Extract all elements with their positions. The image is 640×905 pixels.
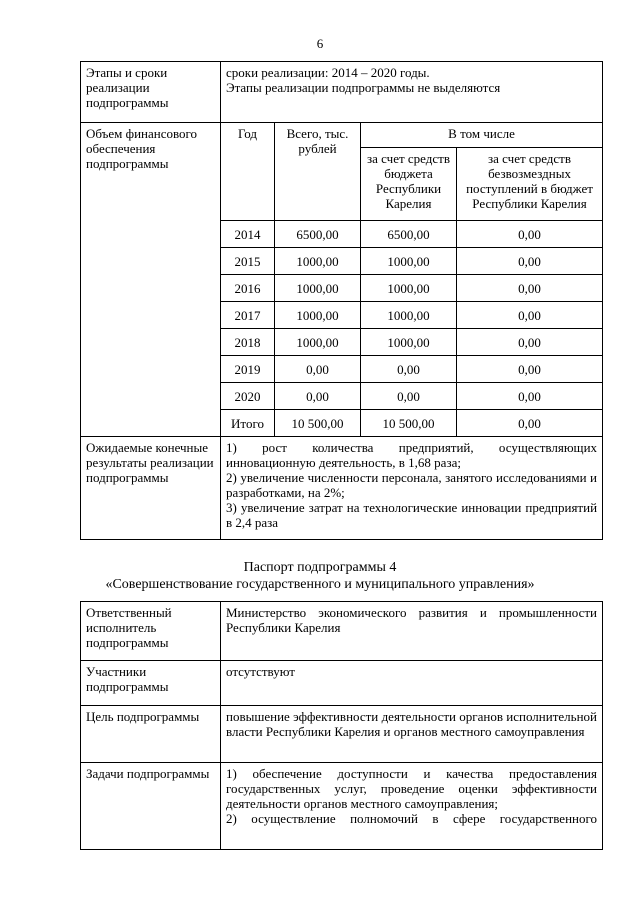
result-item: 1) рост количества предприятий, осуществляющих инновационную деятельность, в 1,68 раза; (226, 440, 598, 470)
total-cell: 1000,00 (275, 275, 361, 302)
budget-cell: 1000,00 (361, 329, 457, 356)
budget-cell: 10 500,00 (361, 410, 457, 437)
budget-cell: 0,00 (361, 356, 457, 383)
tasks-value (221, 763, 603, 850)
tasks-label: Задачи подпрограммы (81, 763, 221, 850)
stages-value (221, 62, 603, 123)
task-item: 2) осуществление полномочий в сфере государственного (226, 811, 597, 826)
stages-line-1: сроки реализации: 2014 – 2020 годы. (226, 65, 430, 80)
year-cell: 2017 (221, 302, 275, 329)
total-cell: 1000,00 (275, 329, 361, 356)
page-number: 6 (316, 36, 324, 51)
results-label: Ожидаемые конечные результаты реализации подпрограммы (81, 437, 221, 540)
task-item: 1) обеспечение доступности и качества предоставления государственных услуг, проведение оценки эффективности деятельности органов местного самоуправления; (226, 766, 597, 811)
passport-table-4 (80, 601, 603, 850)
col-budget-header: за счет средств бюджета Республики Карелия (361, 148, 457, 221)
section-title: Паспорт подпрограммы 4 (243, 560, 397, 575)
finance-label: Объем финансового обеспечения подпрограммы (81, 123, 221, 437)
free-cell: 0,00 (457, 302, 603, 329)
goal-label: Цель подпрограммы (81, 706, 221, 763)
col-year-header: Год (221, 123, 275, 221)
results-row (81, 437, 603, 540)
tasks-row (81, 763, 603, 850)
goal-value: повышение эффективности деятельности органов исполнительной власти Республики Карелия и органов местного самоуправления (221, 706, 603, 763)
col-total-header: Всего, тыс. рублей (275, 123, 361, 221)
col-free-header: за счет средств безвозмездных поступлений в бюджет Республики Карелия (457, 148, 603, 221)
total-cell: 1000,00 (275, 302, 361, 329)
free-cell: 0,00 (457, 275, 603, 302)
result-item: 3) увеличение затрат на технологические инновации предприятий в 2,4 раза (226, 500, 598, 530)
year-cell: 2020 (221, 383, 275, 410)
budget-cell: 1000,00 (361, 275, 457, 302)
responsible-label: Ответственный исполнитель подпрограммы (81, 602, 221, 661)
free-cell: 0,00 (457, 383, 603, 410)
free-cell: 0,00 (457, 248, 603, 275)
total-cell: 10 500,00 (275, 410, 361, 437)
budget-cell: 1000,00 (361, 248, 457, 275)
year-cell: 2019 (221, 356, 275, 383)
budget-cell: 6500,00 (361, 221, 457, 248)
participants-value: отсутствуют (221, 661, 603, 706)
year-cell: 2016 (221, 275, 275, 302)
total-cell: 1000,00 (275, 248, 361, 275)
budget-cell: 0,00 (361, 383, 457, 410)
finance-header-row (81, 123, 603, 148)
free-cell: 0,00 (457, 329, 603, 356)
responsible-row (81, 602, 603, 661)
responsible-value: Министерство экономического развития и промышленности Республики Карелия (221, 602, 603, 661)
budget-cell: 1000,00 (361, 302, 457, 329)
total-cell: 6500,00 (275, 221, 361, 248)
total-cell: 0,00 (275, 383, 361, 410)
free-cell: 0,00 (457, 410, 603, 437)
stages-line-2: Этапы реализации подпрограммы не выделяются (226, 80, 501, 95)
col-including-header: В том числе (361, 123, 603, 148)
passport-table-3 (80, 61, 603, 540)
goal-row (81, 706, 603, 763)
participants-label: Участники подпрограммы (81, 661, 221, 706)
free-cell: 0,00 (457, 356, 603, 383)
stages-row (81, 62, 603, 123)
stages-label: Этапы и сроки реализации подпрограммы (81, 62, 221, 123)
participants-row (81, 661, 603, 706)
total-cell: 0,00 (275, 356, 361, 383)
section-subtitle: «Совершенствование государственного и муниципального управления» (105, 577, 535, 592)
year-cell: 2015 (221, 248, 275, 275)
year-cell: 2018 (221, 329, 275, 356)
year-cell: Итого (221, 410, 275, 437)
year-cell: 2014 (221, 221, 275, 248)
result-item: 2) увеличение численности персонала, занятого исследованиями и разработками, на 2%; (226, 470, 598, 500)
free-cell: 0,00 (457, 221, 603, 248)
results-value (221, 437, 603, 540)
